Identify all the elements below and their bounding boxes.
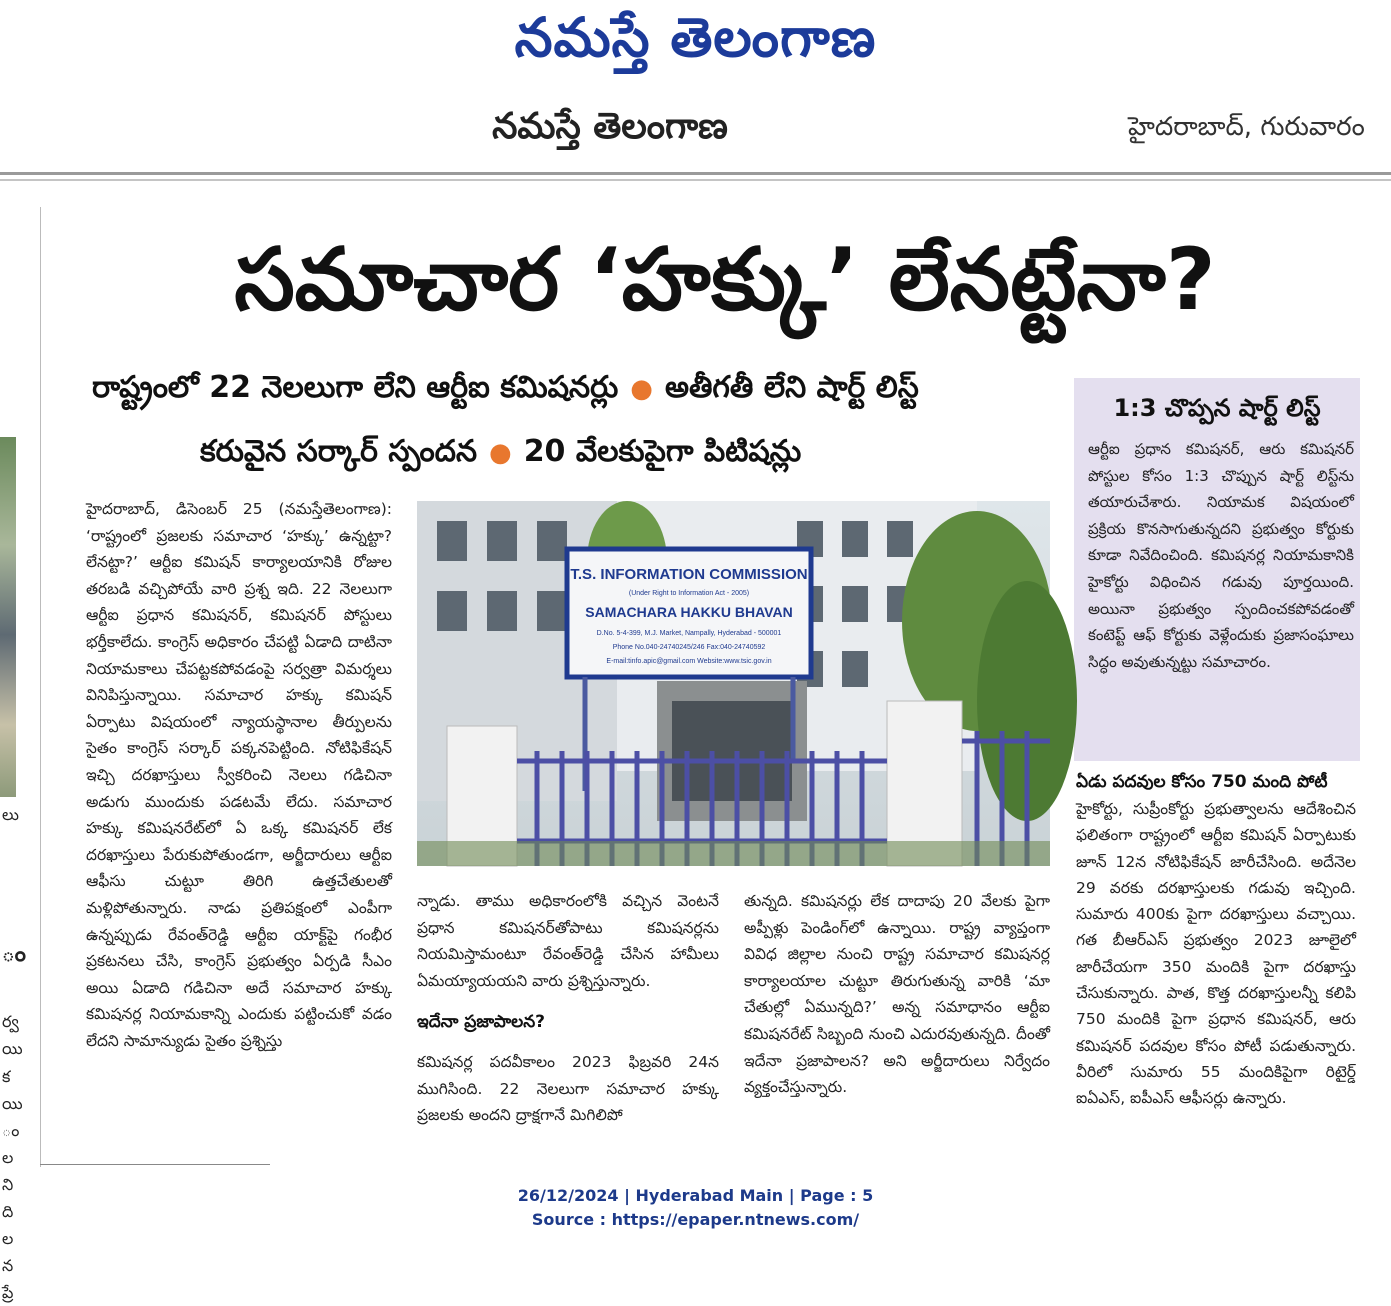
strip-text: ం [2, 1121, 20, 1140]
bullet-icon: ● [630, 374, 653, 404]
paper-name: నమస్తే తెలంగాణ [492, 106, 728, 147]
sidebar-title: 1:3 చొప్పన షార్ట్ లిస్ట్ [1113, 394, 1321, 422]
sign-line-6: E-mail:tinfo.apic@gmail.com Website:www.tsic.gov.in [606, 658, 772, 665]
article-column-2b: కమిషనర్ల పదవీకాలం 2023 ఫిబ్రవరి 24న ముగిసింది. 22 నెలలుగా సమాచార హక్కు ప్రజలకు అందని ద్రాక్షగానే మిగిలిపో [417, 1053, 719, 1125]
strip-text: ని [2, 1175, 14, 1194]
strip-text: ప్రే [2, 1283, 14, 1302]
footer-edition-info: 26/12/2024 | Hyderabad Main | Page : 5 [517, 1186, 874, 1205]
header-rule [0, 172, 1391, 175]
sidebar-body: ఆర్టీఐ ప్రధాన కమిషనర్, ఆరు కమిషనర్ పోస్టుల కోసం 1:3 చొప్పున షార్ట్ లిస్ట్‌ను తయారుచేశారు. నియామక విషయంలో ప్రక్రియ కొనసాగుతున్నదని ప్రభుత్వం కోర్టుకు కూడా నివేదించింది. కమిషనర్ల నియామకానికి హైకోర్టు విధించిన గడువు పూర్తయింది. అయినా ప్రభుత్వం స్పందించకపోవడంతో కంటెప్ట్ ఆఫ్ కోర్టుకు వెళ్లేందుకు ప్రజాసంఘాలు సిద్ధం అవుతున్నట్టు సమాచారం. [1088, 440, 1354, 671]
adjacent-article-strip [0, 207, 41, 1302]
article-photo [417, 501, 1050, 866]
strip-text: యి [2, 1094, 23, 1113]
article-headline: సమాచార ‘హక్కు’ లేనట్టేనా? [234, 230, 1216, 330]
strip-text: ం [2, 942, 26, 967]
footer-source-link[interactable]: Source : https://epaper.ntnews.com/ [531, 1210, 860, 1229]
strip-text: ల [2, 1148, 14, 1167]
section-body: హైకోర్టు, సుప్రీంకోర్టు ప్రభుత్వాలను ఆదేశించిన ఫలితంగా రాష్ట్రంలో ఆర్టీఐ కమిషన్ ఏర్పాటుకు జూన్ 12న నోటిఫికేషన్ జారీచేసింది. అదేనెల 29 వరకు దరఖాస్తులకు గడువు ఇచ్చింది. సుమారు 400కు పైగా దరఖాస్తులు వచ్చాయి. గత బీఆర్‌ఎస్ ప్రభుత్వం 2023 జూలైలో జారీచేయగా 350 మందికి పైగా దరఖాస్తు చేసుకున్నారు. పాత, కొత్త దరఖాస్తులన్నీ కలిపి 750 మందికి పైగా ప్రధాన కమిషనర్, ఆరు కమిషనర్ పదవుల కోసం పోటీ పడుతున్నారు. వీరిలో సుమారు 55 మందికిపైగా రిటైర్డ్ ఐఏఎస్, ఐపీఎస్ ఆఫీసర్లు ఉన్నారు. [1076, 800, 1356, 1108]
header-rule-secondary [0, 179, 1391, 181]
sign-line-4: D.No. 5-4-399, M.J. Market, Nampally, Hyderabad - 500001 [596, 630, 782, 637]
adjacent-photo-fragment [0, 437, 16, 797]
article-deck-line-2 [200, 434, 801, 476]
strip-text: ది [2, 1202, 14, 1221]
strip-text: న [2, 1256, 14, 1275]
bullet-icon: ● [489, 438, 512, 468]
bottom-divider [40, 1164, 270, 1165]
sidebar-box [1074, 378, 1360, 761]
article-subhead: ఇదేనా ప్రజాపాలన? [417, 1012, 546, 1032]
deck-item: రాష్ట్రంలో 22 నెలలుగా లేని ఆర్టీఐ కమిషనర్లు [92, 370, 619, 405]
sign-line-5: Phone No.040-24740245/246 Fax:040-24740592 [612, 644, 766, 651]
article-column-1: హైదరాబాద్, డిసెంబర్ 25 (నమస్తేతెలంగాణ): ‘రాష్ట్రంలో ప్రజలకు సమాచార ‘హక్కు’ ఉన్నట్టా? లేనట్టా?’ ఆర్టీఐ కమిషన్ కార్యాలయానికి రోజుల తరబడి వచ్చిపోయే వారి ప్రశ్న ఇది. 22 నెలలుగా ఆర్టీఐ ప్రధాన కమిషనర్, కమిషనర్ పోస్టులు భర్తీకాలేదు. కాంగ్రెస్ అధికారం చేపట్టి ఏడాది దాటినా నియామకాలు చేపట్టకపోవడంపై సర్వత్రా విమర్శలు వినిపిస్తున్నాయి. సమాచార హక్కు కమిషన్ ఏర్పాటు విషయంలో న్యాయస్థానాల తీర్పులను సైతం కాంగ్రెస్ సర్కార్ పక్కనపెట్టింది. నోటిఫికేషన్ ఇచ్చి దరఖాస్తులు స్వీకరించి నెలలు గడిచినా అడుగు ముందుకు పడటమే లేదు. సమాచార హక్కు కమిషనరేట్‌లో ఏ ఒక్క కమిషనర్ లేక దరఖాస్తులు పేరుకుపోతుండగా, అర్జీదారులు ఆర్టీఐ ఆఫీసు చుట్టూ తిరిగి ఉత్తచేతులతో మళ్లిపోతున్నారు. నాడు ప్రతిపక్షంలో ఎంపీగా ఉన్నప్పుడు రేవంత్‌రెడ్డి ఆర్టీఐ యాక్ట్‌పై గంభీర ప్రకటనలు చేసి, కాంగ్రెస్ ప్రభుత్వం ఏర్పడి సీఎం అయి ఏడాది గడిచినా అదే సమాచార హక్కు కమిషనర్ల నియామకాన్ని ఎందుకు పట్టించుకో వడం లేదని సామాన్యుడు సైతం ప్రశ్నిస్తు [86, 500, 392, 1050]
strip-text: క [2, 1067, 11, 1086]
sign-line-2: (Under Right to Information Act - 2005) [628, 590, 750, 597]
strip-text: యి [2, 1039, 23, 1058]
sign-line-1: T.S. INFORMATION COMMISSION [570, 566, 808, 583]
sign-line-3: SAMACHARA HAKKU BHAVAN [585, 604, 793, 620]
article-column-3: తున్నది. కమిషనర్లు లేక దాదాపు 20 వేలకు పైగా అప్పీళ్లు పెండింగ్‌లో ఉన్నాయి. రాష్ట్ర వ్యాప్తంగా వివిధ జిల్లాల నుంచి రాష్ట్ర సమాచార కమిషనర్ల కార్యాలయాల చుట్టూ తిరుగుతున్న వారికి ‘మా చేతుల్లో ఏమున్నది?’ అన్న సమాధానం ఆర్టీఐ కమిషనరేట్ సిబ్బంది నుంచి ఎదురవుతున్నది. దీంతో ఇదేనా ప్రజాపాలన? అని అర్జీదారులు నిర్వేదం వ్యక్తంచేస్తున్నారు. [744, 892, 1050, 1097]
strip-text: ర్వ [2, 1012, 19, 1031]
deck-item: కరువైన సర్కార్ స్పందన [200, 434, 477, 469]
section-subhead: ఏడు పదవుల కోసం 750 మంది పోటీ [1076, 772, 1328, 792]
article-deck-line-1 [92, 370, 919, 412]
masthead-logo: నమస్తే తెలంగాణ [514, 6, 877, 69]
strip-text: ల [2, 1229, 14, 1248]
article-column-2: న్నాడు. తాము అధికారంలోకి వచ్చిన వెంటనే ప్రధాన కమిషనర్‌తోపాటు కమిషనర్లను నియమిస్తామంటూ రేవంత్‌రెడ్డి చేసిన హామీలు ఏమయ్యాయయని వారు ప్రశ్నిస్తున్నారు. [417, 892, 719, 990]
strip-text: లు [2, 805, 19, 824]
deck-item: 20 వేలకుపైగా పిటిషన్లు [523, 434, 802, 469]
deck-item: అతీగతీ లేని షార్ట్ లిస్ట్ [664, 370, 919, 405]
header-dateline: హైదరాబాద్, గురువారం [1128, 112, 1365, 142]
